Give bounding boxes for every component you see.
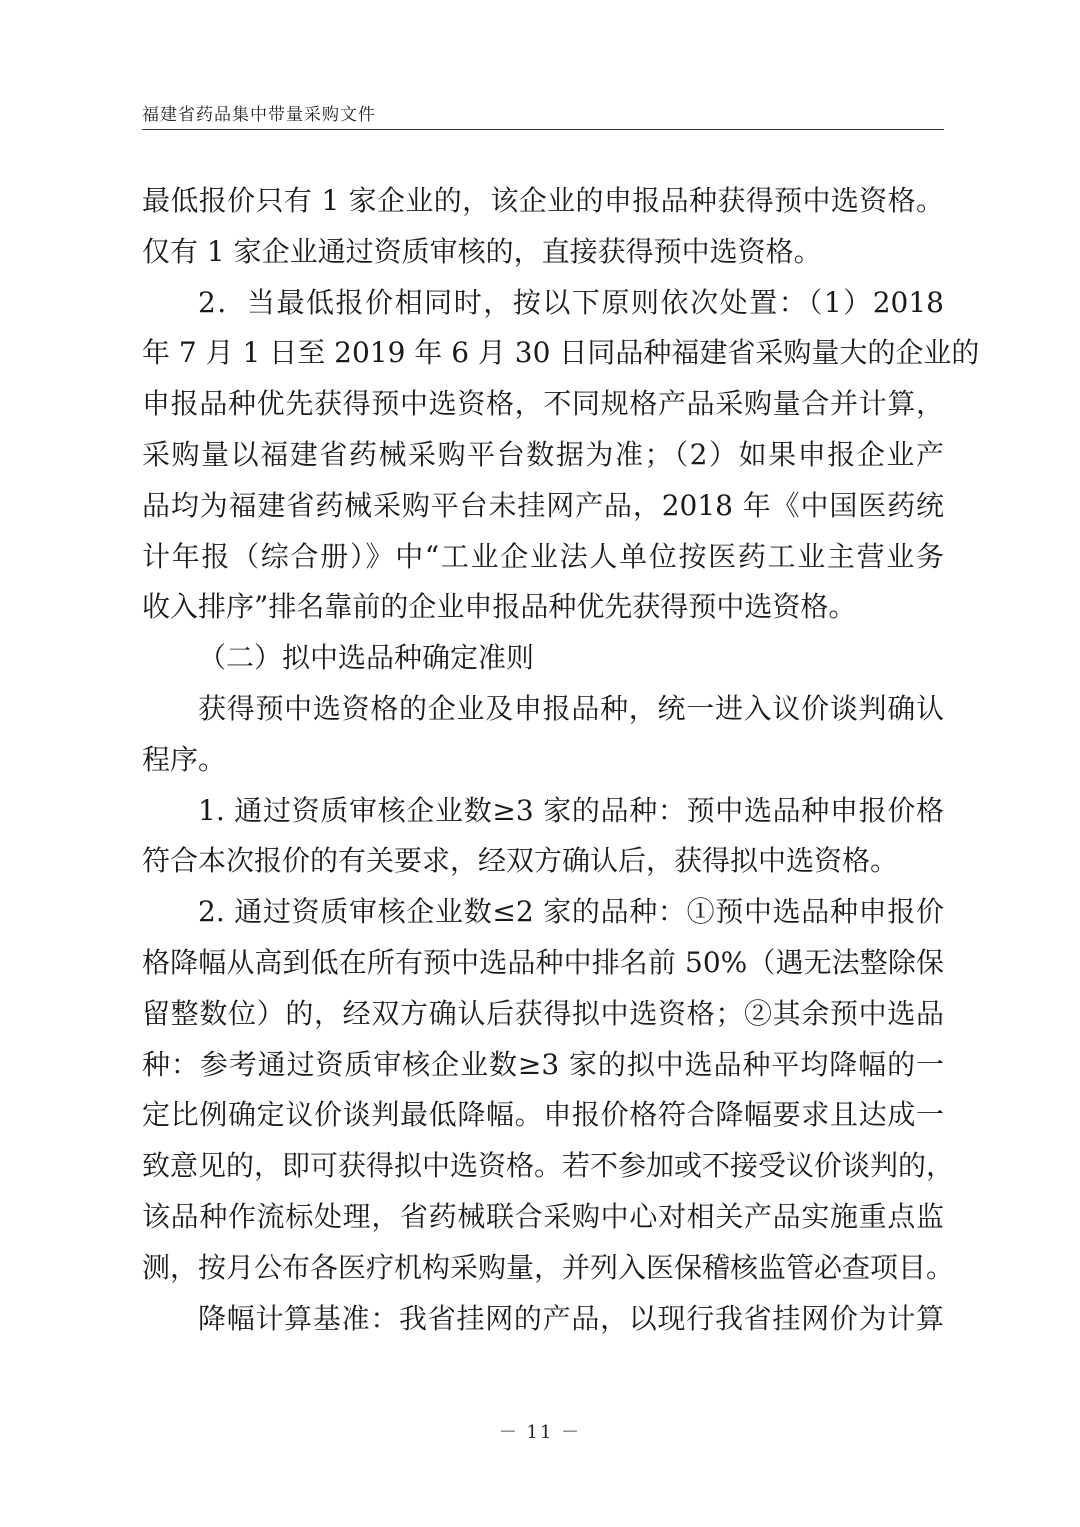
text-line: 1. 通过资质审核企业数≥3 家的品种：预中选品种申报价格 xyxy=(198,793,944,827)
text-line: 程序。 xyxy=(142,742,227,776)
text-line: 格降幅从高到低在所有预中选品种中排名前 50%（遇无法整除保 xyxy=(142,945,944,979)
text-line: 该品种作流标处理，省药械联合采购中心对相关产品实施重点监 xyxy=(142,1199,944,1233)
document-body xyxy=(142,176,980,1344)
text-line: 致意见的，即可获得拟中选资格。若不参加或不接受议价谈判的， xyxy=(142,1149,955,1183)
text-line: 降幅计算基准：我省挂网的产品，以现行我省挂网价为计算 xyxy=(198,1301,944,1335)
text-line: 符合本次报价的有关要求，经双方确认后，获得拟中选资格。 xyxy=(142,844,899,878)
text-line: 获得预中选资格的企业及申报品种，统一进入议价谈判确认 xyxy=(198,691,944,725)
header-divider xyxy=(142,129,944,130)
text-line: 最低报价只有 1 家企业的，该企业的申报品种获得预中选资格。 xyxy=(142,184,944,217)
text-line: 留整数位）的，经双方确认后获得拟中选资格；②其余预中选品 xyxy=(142,996,944,1030)
text-line: 品均为福建省药械采购平台未挂网产品，2018 年《中国医药统 xyxy=(142,488,944,522)
text-line: 2. 通过资质审核企业数≤2 家的品种：①预中选品种申报价 xyxy=(198,895,944,929)
text-line: 计年报（综合册）》中“工业企业法人单位按医药工业主营业务 xyxy=(142,539,944,573)
text-line: 收入排序”排名靠前的企业申报品种优先获得预中选资格。 xyxy=(142,590,857,624)
text-line: 测，按月公布各医疗机构采购量，并列入医保稽核监管必查项目。 xyxy=(142,1250,955,1284)
text-line: 采购量以福建省药械采购平台数据为准；（2）如果申报企业产 xyxy=(142,437,944,471)
text-line: 定比例确定议价谈判最低降幅。申报价格符合降幅要求且达成一 xyxy=(142,1098,944,1132)
page-number: － 11 － xyxy=(498,1422,582,1443)
document-header: 福建省药品集中带量采购文件 xyxy=(142,105,376,125)
text-line: 申报品种优先获得预中选资格，不同规格产品采购量合并计算， xyxy=(142,387,944,421)
text-line: 仅有 1 家企业通过资质审核的，直接获得预中选资格。 xyxy=(142,234,822,268)
section-heading: （二）拟中选品种确定准则 xyxy=(198,641,535,675)
text-line: 种：参考通过资质审核企业数≥3 家的拟中选品种平均降幅的一 xyxy=(142,1047,944,1081)
text-line: 2．当最低报价相同时，按以下原则依次处置：（1）2018 xyxy=(198,285,944,319)
text-line: 年 7 月 1 日至 2019 年 6 月 30 日同品种福建省采购量大的企业的 xyxy=(142,336,980,370)
